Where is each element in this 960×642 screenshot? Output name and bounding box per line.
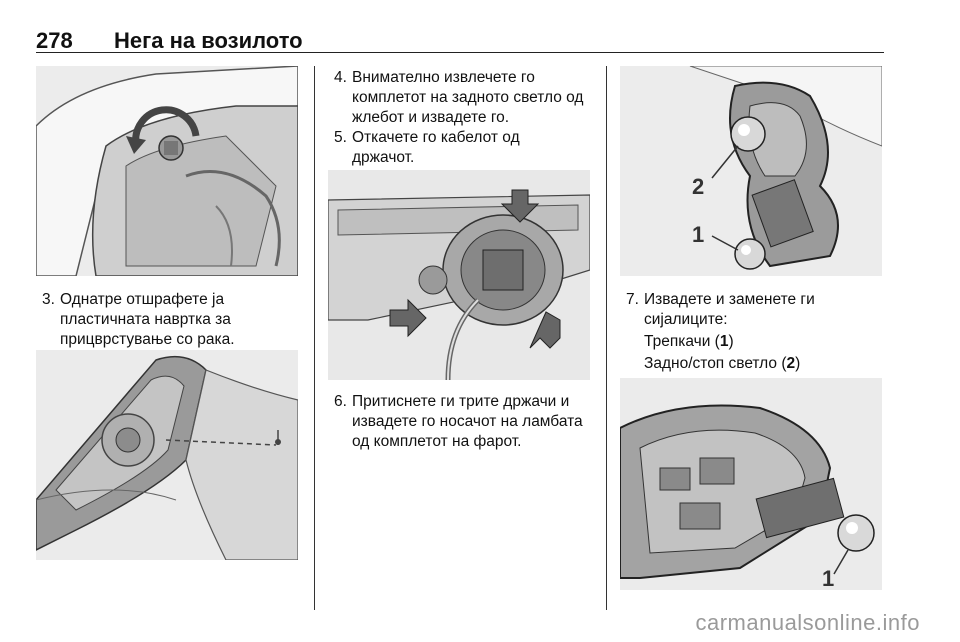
step-line: сијалиците:: [644, 311, 728, 328]
bulb-label: Задно/стоп светло (: [644, 355, 787, 372]
step-4: [334, 68, 602, 132]
watermark: carmanualsonline.info: [695, 610, 920, 635]
step-text: [352, 128, 520, 168]
step-7: [626, 290, 894, 334]
step-number: 5.: [334, 129, 347, 146]
figure-bulb-holder: [620, 66, 882, 276]
page-title: Нега на возилото: [114, 28, 303, 53]
step-5: [334, 128, 602, 172]
bulb-close: ): [728, 333, 734, 350]
step-number: 3.: [42, 291, 55, 308]
step-text: [644, 290, 815, 330]
step-line: од комплетот на фарот.: [352, 433, 522, 450]
step-3: [42, 290, 312, 354]
column-divider-right: [606, 66, 607, 610]
step-line: пластичната навртка за: [60, 311, 231, 328]
page-header: [36, 22, 884, 53]
step-line: Извадете и заменете ги: [644, 291, 815, 308]
bulb-tail-stop: [644, 354, 800, 374]
bulb-turn-signal: [644, 332, 734, 352]
step-line: Однатре отшрафете ја: [60, 291, 225, 308]
step-number: 4.: [334, 69, 347, 86]
step-text: [352, 392, 583, 452]
figure-bulb-replace: [620, 378, 882, 590]
column-divider-left: [314, 66, 315, 610]
step-number: 6.: [334, 393, 347, 410]
callout-1: 1: [822, 566, 835, 590]
figure-press-holders: [328, 170, 590, 380]
step-line: прицврстување со рака.: [60, 331, 235, 348]
step-line: жлебот и извадете го.: [352, 109, 510, 126]
callout-2: 2: [692, 174, 705, 199]
step-line: извадете го носачот на ламбата: [352, 413, 583, 430]
step-number: 7.: [626, 291, 639, 308]
step-text: [60, 290, 235, 350]
bulb-label: Трепкачи (: [644, 333, 720, 350]
page-number: 278: [36, 28, 73, 53]
callout-1: 1: [692, 222, 705, 247]
step-line: комплетот на задното светло од: [352, 89, 584, 106]
step-line: Притиснете ги трите држачи и: [352, 393, 570, 410]
step-6: [334, 392, 602, 456]
figure-pull-out-lamp: [36, 350, 298, 560]
step-text: [352, 68, 583, 128]
bulb-close: ): [795, 355, 801, 372]
step-line: држачот.: [352, 149, 415, 166]
bulb-ref: 1: [719, 333, 729, 350]
step-line: Внимателно извлечете го: [352, 69, 535, 86]
figure-unscrew-nut: [36, 66, 298, 276]
step-line: Откачете го кабелот од: [352, 129, 520, 146]
bulb-ref: 2: [786, 355, 796, 372]
